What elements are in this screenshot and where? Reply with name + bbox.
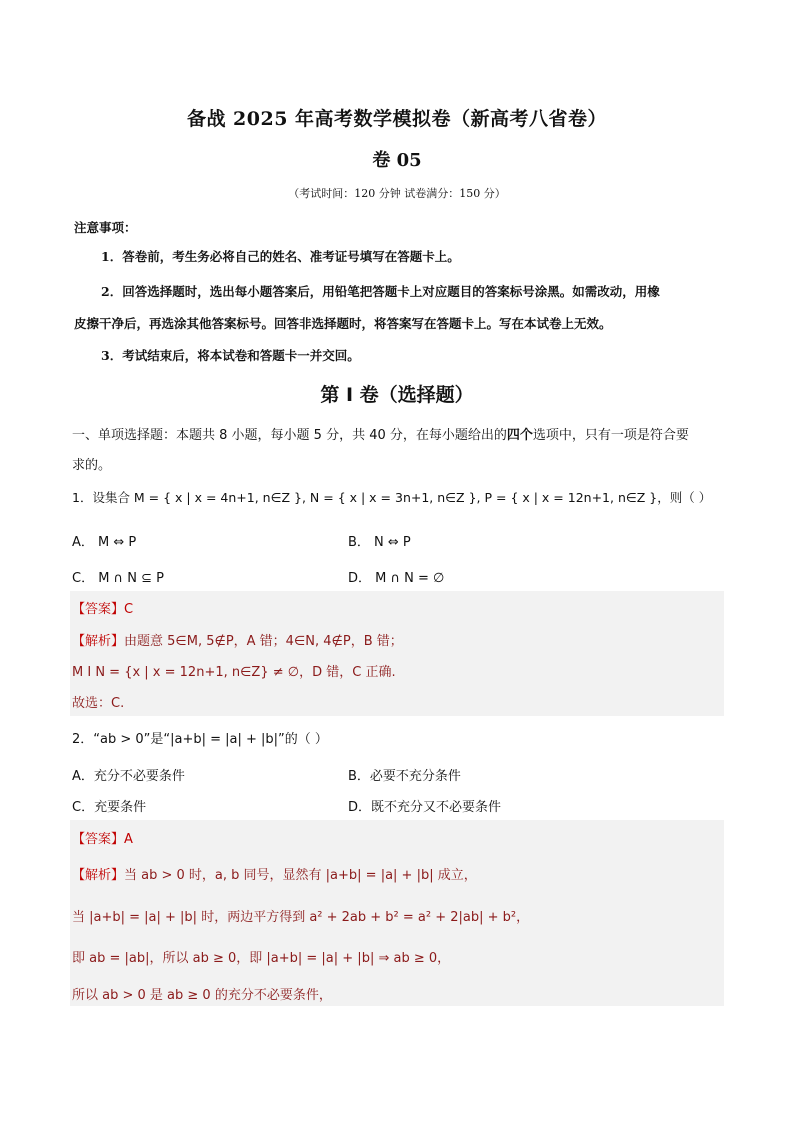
exam-title: 备战 2025 年高考数学模拟卷（新高考八省卷） [186, 108, 608, 130]
q1-option-c: C． M ∩ N ⊆ P [72, 571, 164, 586]
q2-analysis-3: 即 ab = |ab|，所以 ab ≥ 0，即 |a+b| = |a| + |b| ⇒ ab ≥ 0， [72, 951, 451, 966]
q2-analysis-4: 所以 ab > 0 是 ab ≥ 0 的充分不必要条件， [72, 988, 332, 1003]
q2-option-a: A．充分不必要条件 [72, 769, 185, 784]
q2-analysis-2: 当 |a+b| = |a| + |b| 时，两边平方得到 a² + 2ab + b² = a² + 2|ab| + b²， [72, 910, 530, 925]
exam-info: （考试时间：120 分钟 试卷满分：150 分） [288, 187, 506, 200]
q1-analysis-2: M I N = {x | x = 12n+1, n∈Z} ≠ ∅，D 错，C 正确. [72, 665, 396, 680]
paper-number: 卷 05 [372, 150, 422, 171]
q1-option-b: B． N ⇔ P [348, 535, 411, 550]
q2-option-b: B．必要不充分条件 [348, 769, 461, 784]
q1-option-d: D． M ∩ N = ∅ [348, 571, 445, 586]
q1-conclusion: 故选：C. [72, 696, 125, 711]
q2-stem: 2．“ab > 0”是“|a+b| = |a| + |b|”的（ ） [72, 732, 328, 747]
notice-item-2b: 皮擦干净后，再选涂其他答案标号。回答非选择题时，将答案写在答题卡上。写在本试卷上无效。 [74, 316, 612, 331]
q1-option-a: A． M ⇔ P [72, 535, 137, 550]
q2-option-d: D．既不充分又不必要条件 [348, 800, 502, 815]
notice-item-2a: 2．回答选择题时，选出每小题答案后，用铅笔把答题卡上对应题目的答案标号涂黑。如需改动，用橡 [101, 284, 660, 299]
q2-answer: 【答案】A [72, 832, 133, 847]
section-intro: 一、单项选择题：本题共 8 小题，每小题 5 分，共 40 分，在每小题给出的四个选项中，只有一项是符合要 [72, 428, 689, 443]
q2-option-c: C．充要条件 [72, 800, 147, 815]
notice-item-1: 1．答卷前，考生务必将自己的姓名、准考证号填写在答题卡上。 [101, 249, 460, 264]
notice-heading: 注意事项： [74, 220, 137, 235]
q2-analysis-1: 【解析】当 ab > 0 时，a, b 同号，显然有 |a+b| = |a| + |b| 成立， [72, 868, 477, 883]
q1-analysis-1: 【解析】由题意 5∈M, 5∉P，A 错；4∈N, 4∉P，B 错； [72, 634, 403, 649]
q1-answer-panel [70, 591, 724, 716]
q1-answer: 【答案】C [72, 602, 134, 617]
section-title: 第 I 卷（选择题） [320, 384, 474, 406]
q1-stem: 1．设集合 M = { x | x = 4n+1, n∈Z }, N = { x | x = 3n+1, n∈Z }, P = { x | x = 12n+1, n∈Z }，则（ ） [72, 490, 712, 505]
section-intro-cont: 求的。 [72, 458, 112, 473]
notice-item-3: 3．考试结束后，将本试卷和答题卡一并交回。 [101, 348, 360, 363]
